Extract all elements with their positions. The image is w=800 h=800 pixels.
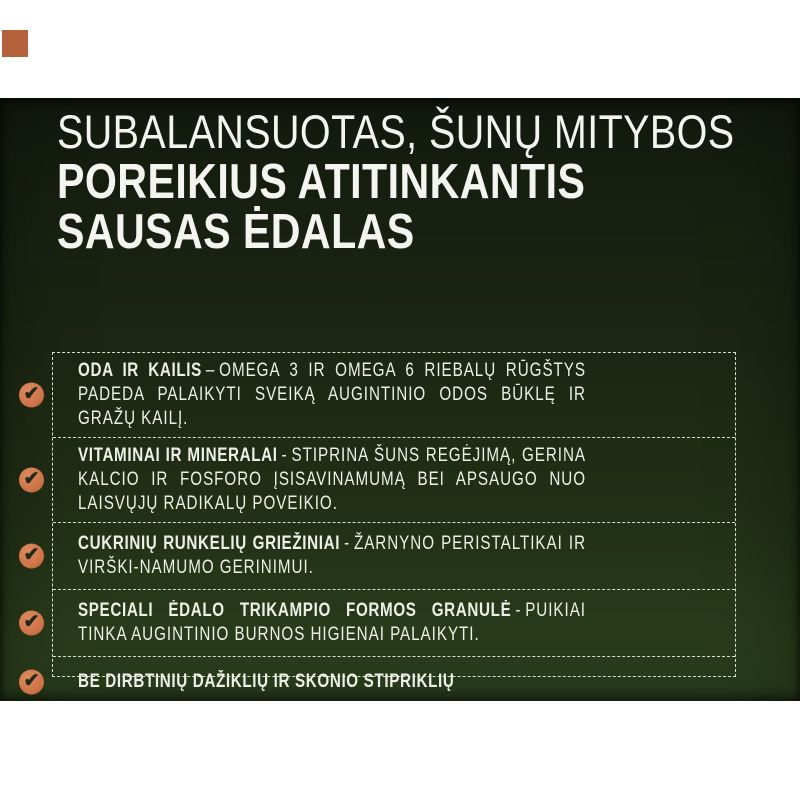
check-circle-icon	[19, 670, 44, 695]
feature-title: SPECIALI ĖDALO TRIKAMPIO FORMOS GRANULĖ	[78, 600, 512, 621]
feature-body: STIPRINA ŠUNS REGĖJIMĄ, GERINA KALCIO IR FOSFORO ĮSISAVINAMUMĄ BEI APSAUGO NUO LAISVŲJŲ RADIKALŲ POVEIKIO.	[78, 445, 586, 514]
dark-panel	[0, 98, 800, 701]
feature-body: ŽARNYNO PERISTALTIKAI IR VIRŠKI-NAMUMO GERINIMUI.	[78, 533, 587, 578]
feature-separator: -	[281, 445, 288, 466]
feature-title: VITAMINAI IR MINERALAI	[78, 445, 278, 466]
headline-line-1	[57, 107, 800, 157]
feature-text	[78, 670, 586, 694]
headline-line-2	[57, 157, 800, 207]
feature-separator: -	[344, 533, 350, 554]
checkmark-glyph: ✔	[23, 670, 40, 692]
feature-text	[78, 599, 586, 647]
headline-line-3	[57, 207, 800, 257]
checkmark-glyph: ✔	[23, 544, 40, 566]
feature-title: ODA IR KAILIS	[78, 360, 202, 381]
checkmark-glyph: ✔	[23, 468, 40, 490]
feature-row-be-dirbtiniu-dazikliu	[23, 656, 735, 707]
feature-title: CUKRINIŲ RUNKELIŲ GRIEŽINIAI	[78, 533, 341, 554]
feature-body: OMEGA 3 IR OMEGA 6 RIEBALŲ RŪGŠTYS PADEDA PALAIKYTI SVEIKĄ AUGINTINIO ODOS BŪKLĘ IR GRAŽŲ KAILĮ.	[78, 360, 587, 429]
feature-row-oda-ir-kailis	[23, 353, 735, 437]
check-circle-icon	[19, 468, 44, 493]
headline	[57, 107, 800, 257]
feature-row-cukriniu-runkeliu-grieziniai	[23, 522, 735, 589]
check-circle-icon	[19, 611, 44, 636]
feature-row-speciali-edalo-granule	[23, 589, 735, 656]
headline-line-1-text: SUBALANSUOTAS, ŠUNŲ MITYBOS	[57, 105, 735, 158]
check-circle-icon	[19, 383, 44, 408]
checkmark-glyph: ✔	[23, 611, 40, 633]
headline-line-2-text: POREIKIUS ATITINKANTIS	[57, 155, 586, 209]
feature-title: BE DIRBTINIŲ DAŽIKLIŲ IR SKONIO STIPRIKLIŲ	[78, 671, 455, 692]
feature-separator: -	[515, 600, 522, 621]
feature-body: PUIKIAI TINKA AUGINTINIO BURNOS HIGIENAI PALAIKYTI.	[78, 600, 586, 645]
feature-text	[78, 532, 586, 580]
feature-separator: –	[205, 360, 216, 381]
features-box	[23, 352, 736, 692]
feature-text	[78, 359, 586, 431]
checkmark-glyph: ✔	[23, 383, 40, 405]
feature-text	[78, 444, 586, 516]
corner-accent-square	[2, 30, 28, 57]
check-circle-icon	[19, 544, 44, 569]
feature-row-vitaminai-ir-mineralai	[23, 437, 735, 522]
headline-line-3-text: SAUSAS ĖDALAS	[57, 205, 415, 259]
